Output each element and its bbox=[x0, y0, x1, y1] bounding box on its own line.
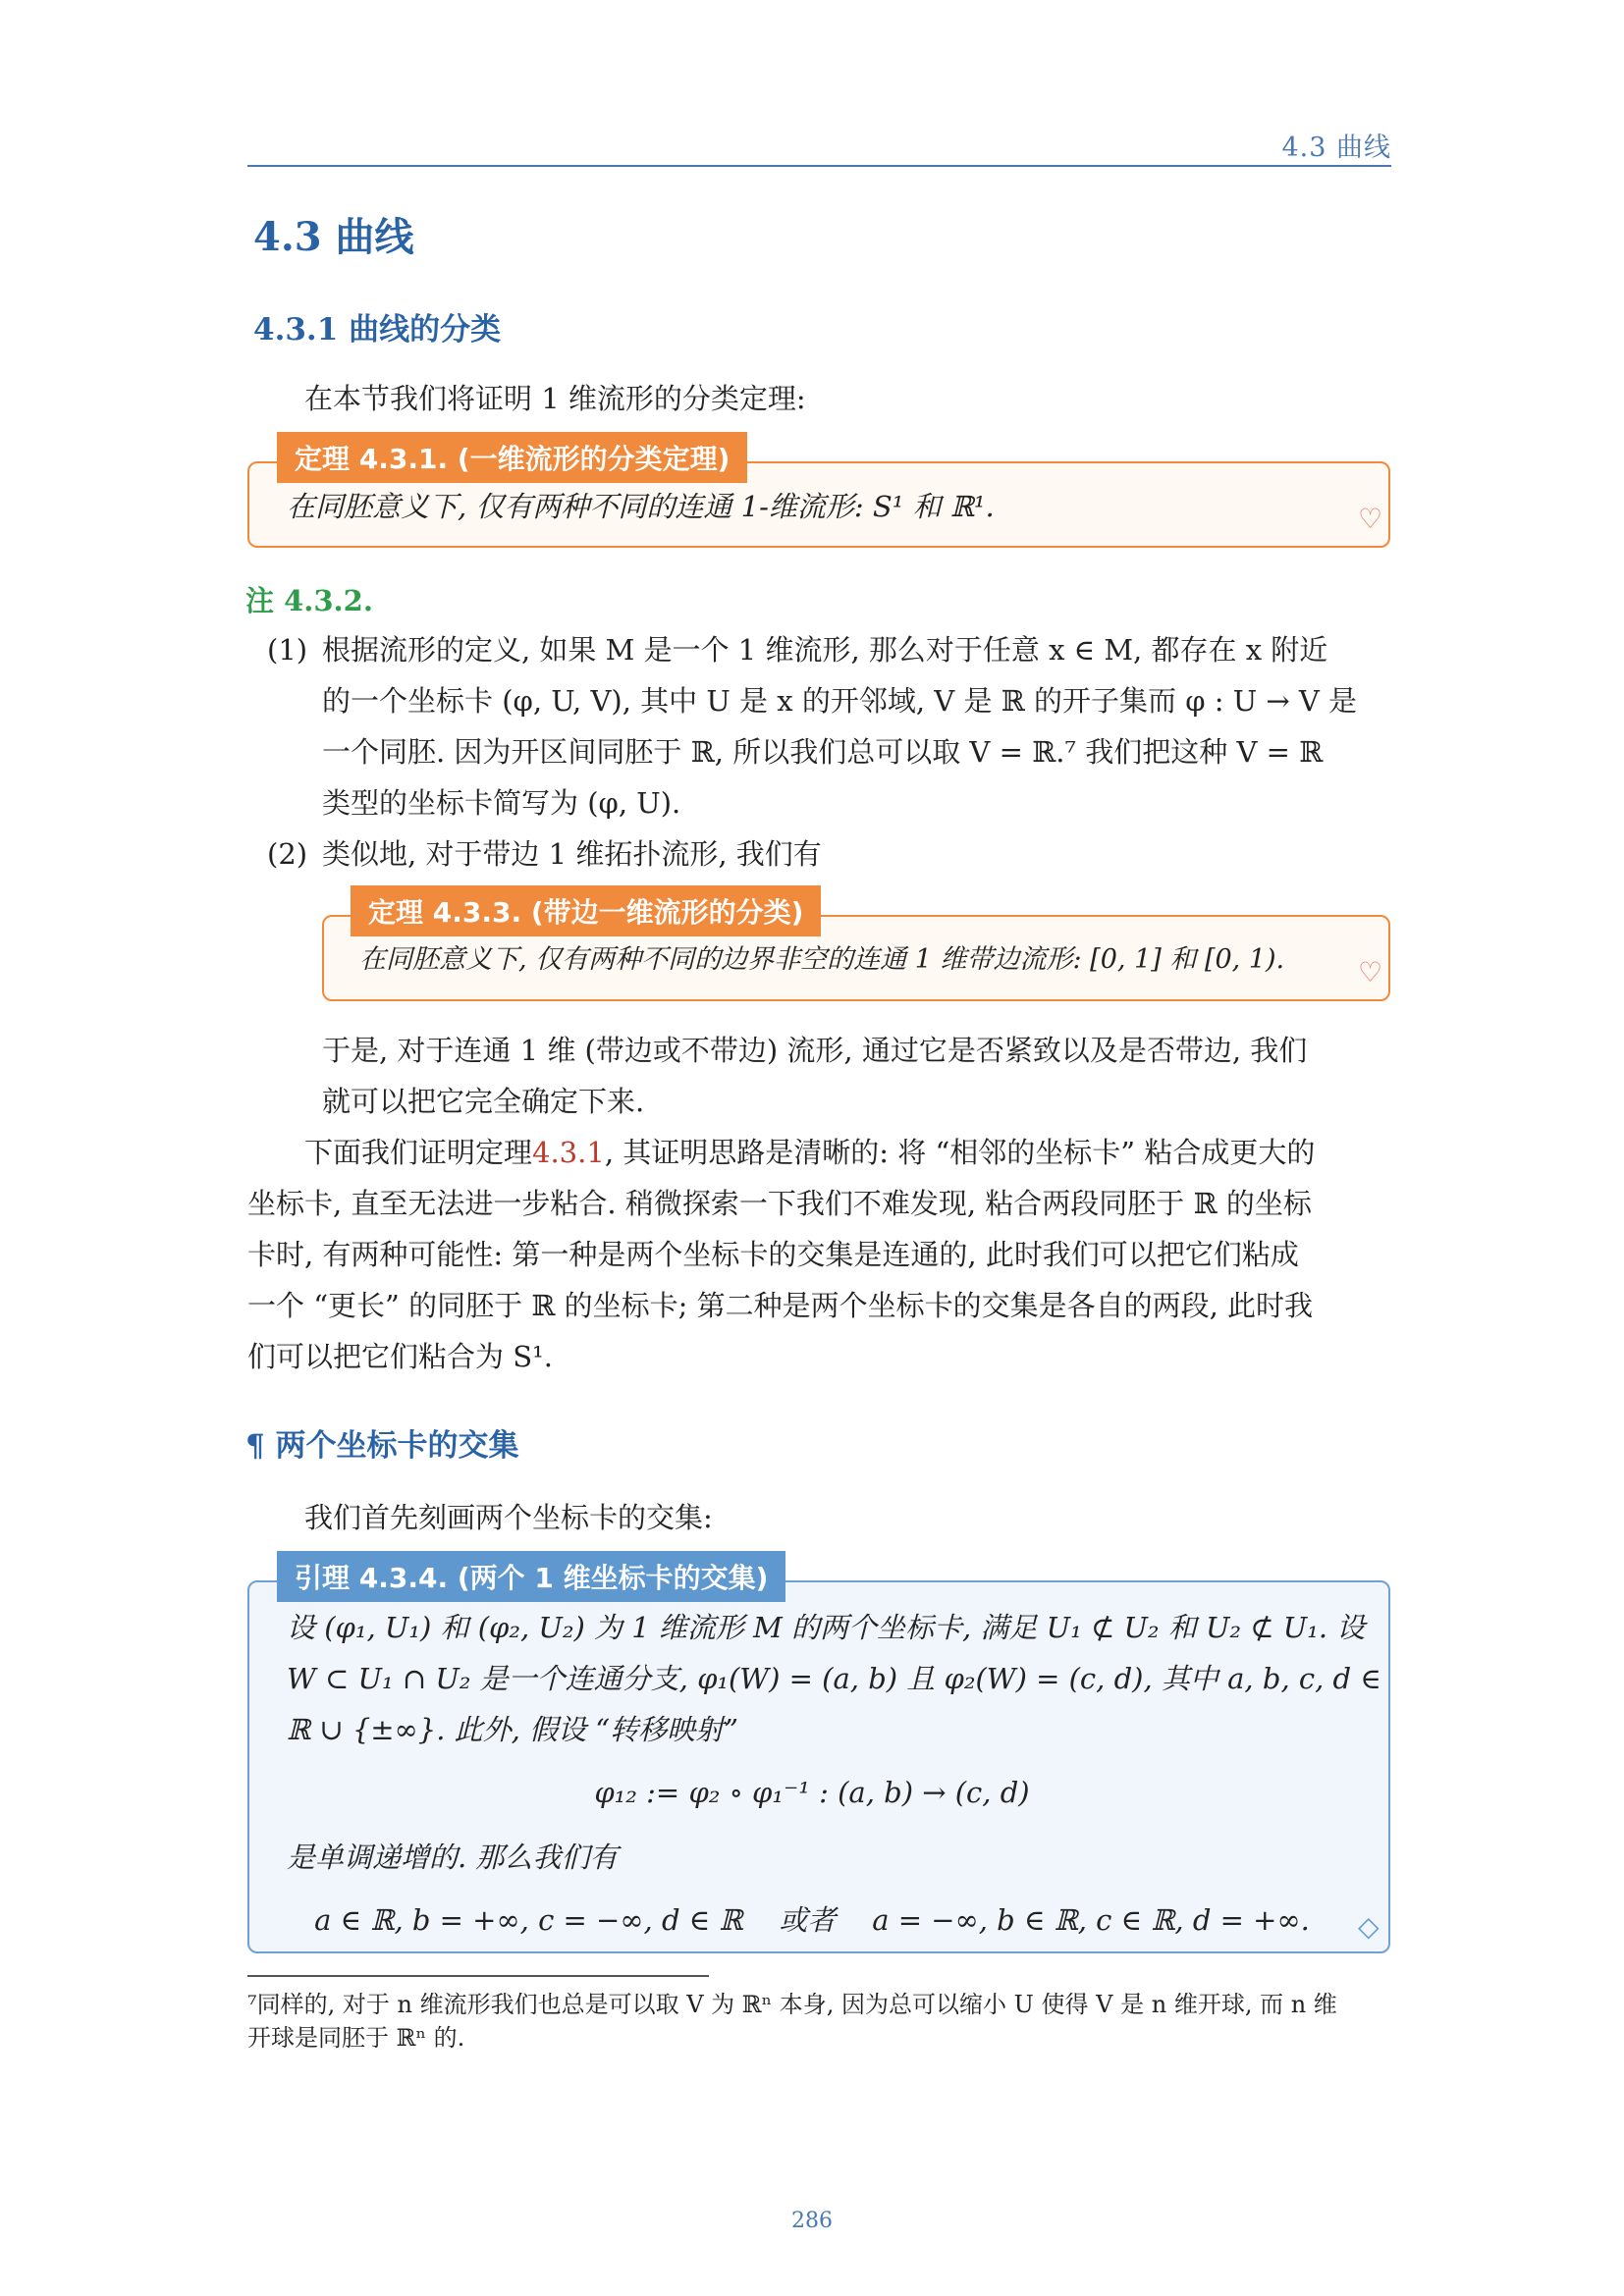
page-number: 286 bbox=[791, 2209, 833, 2233]
theorem-4-3-3-body: 在同胚意义下, 仅有两种不同的边界非空的连通 1 维带边流形: [0, 1] 和 [0, 1). bbox=[359, 944, 1285, 975]
theorem-4-3-1-label: 定理 4.3.1. (一维流形的分类定理) bbox=[277, 432, 747, 483]
heart-icon: ♡ bbox=[1358, 503, 1383, 535]
lemma-line: 是单调递增的. 那么我们有 bbox=[287, 1841, 619, 1874]
lemma-line: ℝ ∪ {±∞}. 此外, 假设 “转移映射” bbox=[287, 1713, 738, 1746]
proof-intro-text: 下面我们证明定理 bbox=[304, 1136, 533, 1169]
section-title: 4.3 曲线 bbox=[253, 214, 414, 260]
footnote bbox=[247, 1988, 1394, 2055]
paragraph-line: 卡时, 有两种可能性: 第一种是两个坐标卡的交集是连通的, 此时我们可以把它们粘成 bbox=[247, 1238, 1299, 1271]
list-item-line: 类型的坐标卡简写为 (φ, U). bbox=[322, 786, 681, 820]
theorem-4-3-1-body: 在同胚意义下, 仅有两种不同的连通 1-维流形: S¹ 和 ℝ¹. bbox=[287, 490, 995, 523]
theorem-reference-link[interactable]: 4.3.1 bbox=[532, 1136, 605, 1169]
heart-icon: ♡ bbox=[1358, 956, 1383, 988]
lemma-conclusion: a ∈ ℝ, b = +∞, c = −∞, d ∈ ℝ 或者 a = −∞, b ∈ ℝ, c ∈ ℝ, d = +∞. bbox=[314, 1903, 1310, 1937]
subsection-title: 4.3.1 曲线的分类 bbox=[253, 312, 502, 347]
footnote-line: ⁷同样的, 对于 n 维流形我们也总是可以取 V 为 ℝⁿ 本身, 因为总可以缩小 U 使得 V 是 n 维开球, 而 n 维 bbox=[247, 1991, 1337, 2018]
lemma-formula: φ₁₂ := φ₂ ∘ φ₁⁻¹ : (a, b) → (c, d) bbox=[594, 1776, 1030, 1809]
paragraph-line: 坐标卡, 直至无法进一步粘合. 稍微探索一下我们不难发现, 粘合两段同胚于 ℝ 的坐标 bbox=[247, 1187, 1312, 1220]
header-rule bbox=[247, 165, 1391, 167]
paragraph-line: 们可以把它们粘合为 S¹. bbox=[247, 1340, 553, 1373]
lemma-line: 设 (φ₁, U₁) 和 (φ₂, U₂) 为 1 维流形 M 的两个坐标卡, 满足 U₁ ⊄ U₂ 和 U₂ ⊄ U₁. 设 bbox=[287, 1611, 1366, 1644]
footnote-rule bbox=[247, 1975, 709, 1977]
footnote-line: 开球是同胚于 ℝⁿ 的. bbox=[247, 2024, 465, 2052]
list-item-line: 一个同胚. 因为开区间同胚于 ℝ, 所以我们总可以取 V = ℝ.⁷ 我们把这种 V = ℝ bbox=[322, 735, 1324, 769]
paragraph-line bbox=[304, 1127, 1315, 1178]
list-item-line: 根据流形的定义, 如果 M 是一个 1 维流形, 那么对于任意 x ∈ M, 都存在 x 附近 bbox=[322, 633, 1328, 667]
theorem-4-3-3-label: 定理 4.3.3. (带边一维流形的分类) bbox=[351, 885, 821, 936]
paragraph-heading: ¶ 两个坐标卡的交集 bbox=[245, 1428, 519, 1464]
paragraph-line: 就可以把它完全确定下来. bbox=[322, 1085, 645, 1118]
paragraph-line: 于是, 对于连通 1 维 (带边或不带边) 流形, 通过它是否紧致以及是否带边, 我们 bbox=[322, 1034, 1308, 1067]
proof-intro-text: , 其证明思路是清晰的: 将 “相邻的坐标卡” 粘合成更大的 bbox=[604, 1136, 1316, 1169]
list-item-number: (1) bbox=[267, 633, 308, 667]
paragraph-intro: 我们首先刻画两个坐标卡的交集: bbox=[304, 1501, 713, 1534]
list-item-line: 类似地, 对于带边 1 维拓扑流形, 我们有 bbox=[322, 837, 822, 871]
list-item-line: 的一个坐标卡 (φ, U, V), 其中 U 是 x 的开邻域, V 是 ℝ 的开子集而 φ : U → V 是 bbox=[322, 684, 1358, 718]
paragraph-line: 一个 “更长” 的同胚于 ℝ 的坐标卡; 第二种是两个坐标卡的交集是各自的两段, 此时我 bbox=[247, 1289, 1314, 1322]
list-item-number: (2) bbox=[267, 837, 308, 871]
diamond-icon: ◇ bbox=[1358, 1910, 1380, 1943]
intro-text: 在本节我们将证明 1 维流形的分类定理: bbox=[304, 382, 806, 415]
lemma-line: W ⊂ U₁ ∩ U₂ 是一个连通分支, φ₁(W) = (a, b) 且 φ₂(W) = (c, d), 其中 a, b, c, d ∈ bbox=[287, 1662, 1381, 1695]
lemma-4-3-4-label: 引理 4.3.4. (两个 1 维坐标卡的交集) bbox=[277, 1551, 785, 1602]
running-header: 4.3 曲线 bbox=[1281, 133, 1391, 163]
note-title: 注 4.3.2. bbox=[245, 584, 373, 617]
